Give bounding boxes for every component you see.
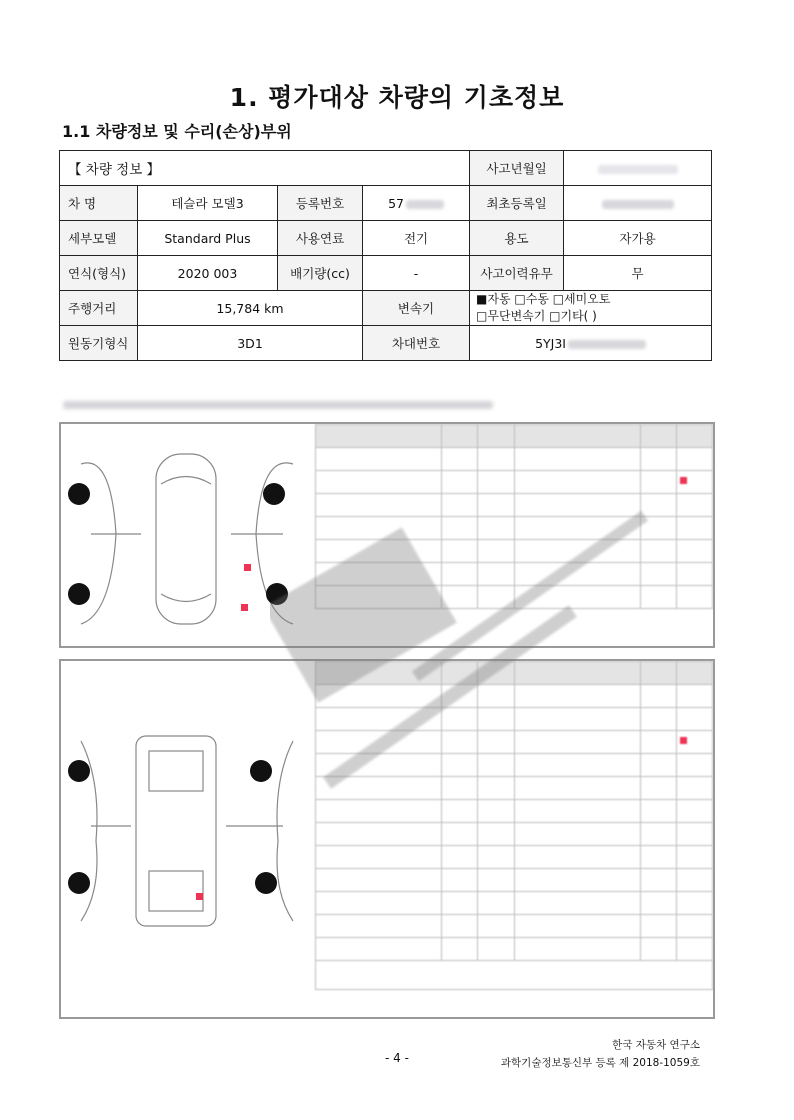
reg-no-value: 57 <box>363 186 470 221</box>
usage-value: 자가용 <box>564 221 712 256</box>
blurred-caption <box>63 400 493 411</box>
footer-org: 한국 자동차 연구소 <box>612 1039 700 1051</box>
section-subtitle: 1.1 차량정보 및 수리(손상)부위 <box>62 122 292 141</box>
fuel-value: 전기 <box>363 221 470 256</box>
page-number: - 4 - <box>385 1051 409 1065</box>
footer-registration: 과학기술정보통신부 등록 제 2018-1059호 <box>500 1057 700 1069</box>
transmission-label: 변속기 <box>363 291 470 326</box>
frame-damage-panel <box>59 659 715 1019</box>
exterior-damage-grid <box>315 424 713 646</box>
detail-model-value: Standard Plus <box>138 221 278 256</box>
car-name-value: 테슬라 모델3 <box>138 186 278 221</box>
vin-label: 차대번호 <box>363 326 470 361</box>
vin-value: 5YJ3I <box>470 326 712 361</box>
reg-no-label: 등록번호 <box>278 186 363 221</box>
first-reg-label: 최초등록일 <box>470 186 564 221</box>
vehicle-info-header: 【 차량 정보 】 <box>60 151 470 186</box>
transmission-line-1: ■자동 □수동 □세미오토 <box>476 292 611 306</box>
accident-history-value: 무 <box>564 256 712 291</box>
detail-model-label: 세부모델 <box>60 221 138 256</box>
year-value: 2020 003 <box>138 256 278 291</box>
frame-car-diagram <box>61 661 313 1017</box>
displacement-value: - <box>363 256 470 291</box>
mileage-value: 15,784 km <box>138 291 363 326</box>
displacement-label: 배기량(cc) <box>278 256 363 291</box>
first-reg-value <box>564 186 712 221</box>
engine-label: 원동기형식 <box>60 326 138 361</box>
fuel-label: 사용연료 <box>278 221 363 256</box>
car-name-label: 차 명 <box>60 186 138 221</box>
accident-date-value <box>564 151 712 186</box>
vehicle-info-table <box>59 150 712 361</box>
accident-date-label: 사고년월일 <box>470 151 564 186</box>
page-title: 1. 평가대상 차량의 기초정보 <box>229 83 565 112</box>
engine-value: 3D1 <box>138 326 363 361</box>
accident-history-label: 사고이력유무 <box>470 256 564 291</box>
exterior-car-diagram <box>61 424 313 646</box>
usage-label: 용도 <box>470 221 564 256</box>
mileage-label: 주행거리 <box>60 291 138 326</box>
exterior-damage-panel <box>59 422 715 648</box>
frame-damage-grid <box>315 661 713 1017</box>
year-label: 연식(형식) <box>60 256 138 291</box>
transmission-value <box>470 291 712 326</box>
transmission-line-2: □무단변속기 □기타( ) <box>476 309 597 323</box>
